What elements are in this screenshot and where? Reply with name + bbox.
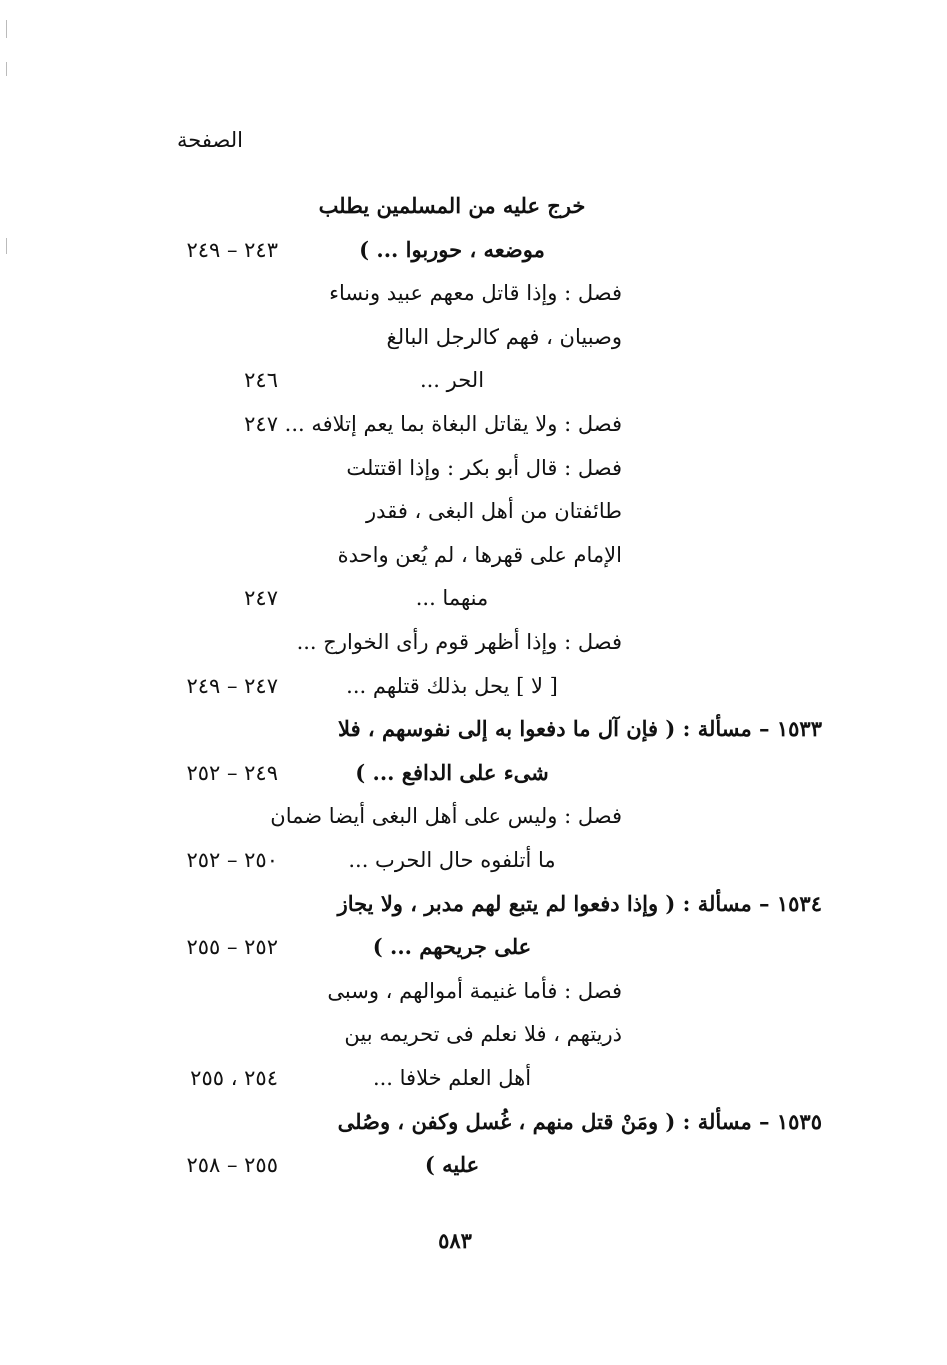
index-entry-text: فصل : وليس على أهل البغى أيضا ضمان xyxy=(270,804,622,828)
index-entry-text: على جريحهم ... ) xyxy=(372,934,532,959)
index-entry-pages: ٢٥٠ – ٢٥٢ xyxy=(186,848,278,872)
index-entry-text: شىء على الدافع ... ) xyxy=(355,760,549,785)
index-entry-text: ١٥٣٣ – مسألة : ( فإن آل ما دفعوا به إلى نفوسهم ، فلا xyxy=(338,716,822,741)
index-entry-text: الإمام على قهرها ، لم يُعن واحدة xyxy=(337,543,622,567)
index-entry-text: وصبيان ، فهم كالرجل البالغ xyxy=(386,325,622,349)
index-entry-pages: ٢٥٢ – ٢٥٥ xyxy=(186,935,278,959)
index-entry-text: موضعه ، حوربوا ... ) xyxy=(359,237,545,262)
index-entry-text: أهل العلم خلافا ... xyxy=(372,1066,532,1090)
index-entry-text: ١٥٣٥ – مسألة : ( ومَنْ قتل منهم ، غُسل وكفن ، وصُلى xyxy=(337,1109,822,1134)
index-entry-text: طائفتان من أهل البغى ، فقدر xyxy=(366,499,622,523)
index-entry-text: فصل : وإذا أظهر قوم رأى الخوارج ... xyxy=(296,630,622,654)
index-entry-text: فصل : وإذا قاتل معهم عبيد ونساء xyxy=(329,281,622,305)
index-entry-pages: ٢٥٤ ، ٢٥٥ xyxy=(190,1066,278,1090)
page-column-header: الصفحة xyxy=(177,128,243,152)
index-entry-text: فصل : فأما غنيمة أموالهم ، وسبى xyxy=(327,979,622,1003)
index-entry-text: فصل : ولا يقاتل البغاة بما يعم إتلافه ... xyxy=(284,412,622,436)
index-entry-text: ذريتهم ، فلا نعلم فى تحريمه بين xyxy=(344,1022,622,1046)
page-number: ٥٨٣ xyxy=(438,1228,472,1253)
index-entry-pages: ٢٤٧ xyxy=(244,412,278,436)
index-entry-text: فصل : قال أبو بكر : وإذا اقتتلت xyxy=(346,456,622,480)
index-entry-text: منهما ... xyxy=(415,586,489,610)
index-entry-text: ما أتلفوه حال الحرب ... xyxy=(348,848,556,872)
index-entry-pages: ٢٥٥ – ٢٥٨ xyxy=(186,1153,278,1177)
index-entry-pages: ٢٤٩ – ٢٥٢ xyxy=(186,761,278,785)
index-entry-pages: ٢٤٧ xyxy=(244,586,278,610)
index-entry-text: خرج عليه من المسلمين يطلب xyxy=(318,193,586,218)
index-entry-pages: ٢٤٧ – ٢٤٩ xyxy=(186,674,278,698)
index-entry-text: [ لا ] يحل بذلك قتلهم ... xyxy=(346,674,558,698)
index-entry-text: عليه ) xyxy=(424,1152,480,1177)
index-entry-pages: ٢٤٣ – ٢٤٩ xyxy=(186,238,278,262)
index-entry-text: الحر ... xyxy=(419,368,485,392)
index-entry-text: ١٥٣٤ – مسألة : ( وإذا دفعوا لم يتبع لهم مدبر ، ولا يجاز xyxy=(337,891,822,916)
index-entry-pages: ٢٤٦ xyxy=(244,368,278,392)
